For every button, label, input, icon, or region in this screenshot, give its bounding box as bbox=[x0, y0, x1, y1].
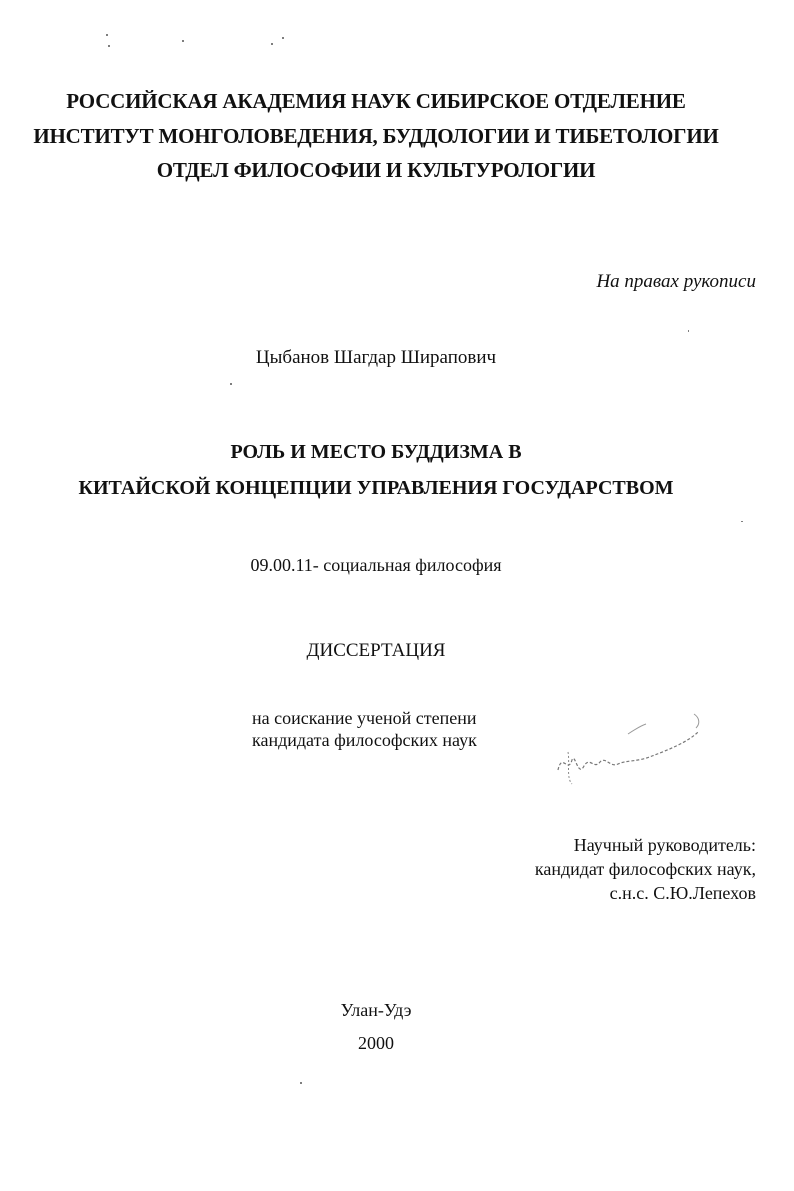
academy-name: РОССИЙСКАЯ АКАДЕМИЯ НАУК СИБИРСКОЕ ОТДЕЛЕНИЕ bbox=[66, 89, 686, 113]
city: Улан-Удэ bbox=[340, 1000, 412, 1020]
scan-speck bbox=[106, 34, 108, 36]
degree-line-1: на соискание ученой степени bbox=[252, 708, 477, 728]
document-type: ДИССЕРТАЦИЯ bbox=[306, 640, 446, 661]
scan-speck bbox=[688, 330, 689, 332]
supervisor-label: Научный руководитель: bbox=[573, 835, 756, 855]
scan-speck bbox=[108, 45, 110, 47]
scan-speck bbox=[741, 521, 743, 522]
scan-speck bbox=[230, 383, 232, 385]
handwritten-signature bbox=[548, 712, 708, 792]
scan-speck bbox=[282, 37, 284, 39]
specialty-code: 09.00.11- социальная философия bbox=[250, 555, 502, 575]
degree-line-2: кандидата философских наук bbox=[252, 730, 477, 750]
manuscript-rights-note: На правах рукописи bbox=[596, 271, 756, 292]
author-name: Цыбанов Шагдар Ширапович bbox=[255, 347, 497, 368]
institute-name: ИНСТИТУТ МОНГОЛОВЕДЕНИЯ, БУДДОЛОГИИ И ТИБЕТОЛОГИИ bbox=[33, 124, 719, 148]
supervisor-block bbox=[535, 833, 756, 905]
scan-speck bbox=[300, 1082, 302, 1084]
dissertation-title-line-1: РОЛЬ И МЕСТО БУДДИЗМА В bbox=[230, 441, 522, 463]
degree-statement bbox=[252, 707, 477, 751]
scan-speck bbox=[271, 43, 273, 45]
year: 2000 bbox=[358, 1033, 394, 1053]
supervisor-degree: кандидат философских наук, bbox=[534, 859, 756, 879]
scan-speck bbox=[182, 40, 184, 42]
department-name: ОТДЕЛ ФИЛОСОФИИ И КУЛЬТУРОЛОГИИ bbox=[156, 158, 596, 182]
dissertation-title-line-2: КИТАЙСКОЙ КОНЦЕПЦИИ УПРАВЛЕНИЯ ГОСУДАРСТВОМ bbox=[78, 477, 674, 499]
supervisor-name: с.н.с. С.Ю.Лепехов bbox=[609, 883, 756, 903]
